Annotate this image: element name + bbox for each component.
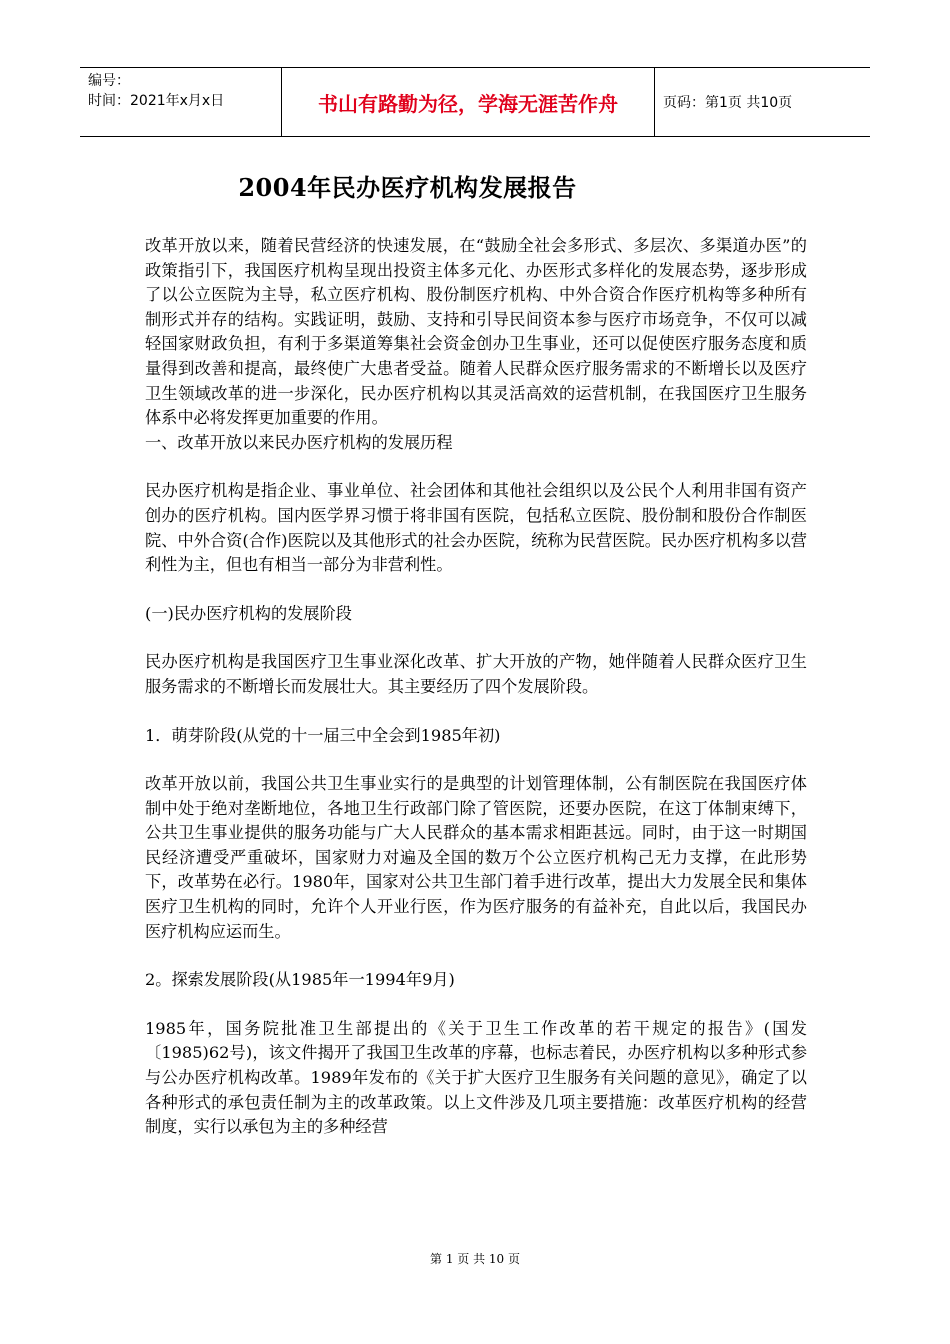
paragraph-stage-1: 改革开放以前，我国公共卫生事业实行的是典型的计划管理体制，公有制医院在我国医疗体制中处于绝对垄断地位，各地卫生行政部门除了管医院，还要办医院，在这丁体制束缚下，公共卫生事业提供的服务功能与广大人民群众的基本需求相距甚远。同时，由于这一时期国民经济遭受严重破坏，国家财力对遍及全国的数万个公立医疗机构己无力支撑，在此形势下，改革势在必行。1980年，国家对公共卫生部门着手进行改革，提出大力发展全民和集体医疗卫生机构的同时，允许个人开业行医，作为医疗服务的有益补充，自此以后，我国民办医疗机构应运而生。 xyxy=(145,774,807,941)
document-header xyxy=(80,67,870,137)
section-heading-1: 一、改革开放以来民办医疗机构的发展历程 xyxy=(145,432,453,452)
document-title: 2004年民办医疗机构发展报告 xyxy=(238,173,577,202)
header-time-label: 时间：2021年x月x日 xyxy=(88,93,225,109)
header-motto: 书山有路勤为径，学海无涯苦作舟 xyxy=(281,68,655,136)
document-body xyxy=(145,234,807,1140)
stage-heading-1: 1．萌芽阶段(从党的十一届三中全会到1985年初) xyxy=(145,725,501,745)
paragraph-definition: 民办医疗机构是指企业、事业单位、社会团体和其他社会组织以及公民个人利用非国有资产创办的医疗机构。国内医学界习惯于将非国有医院，包括私立医院、股份制和股份合作制医院、中外合资(合作)医院以及其他形式的社会办医院，统称为民营医院。民办医疗机构多以营利性为主，但也有相当一部分为非营利性。 xyxy=(145,481,807,575)
header-meta xyxy=(80,68,281,136)
page-footer: 第 1 页 共 10 页 xyxy=(430,1252,520,1266)
paragraph-intro: 改革开放以来，随着民营经济的快速发展，在“鼓励全社会多形式、多层次、多渠道办医”的政策指引下，我国医疗机构呈现出投资主体多元化、办医形式多样化的发展态势，逐步形成了以公立医院为主导，私立医疗机构、股份制医疗机构、中外合资合作医疗机构等多种所有制形式并存的结构。实践证明，鼓励、支持和引导民间资本参与医疗市场竞争，不仅可以减轻国家财政负担，有利于多渠道筹集社会资金创办卫生事业，还可以促使医疗服务态度和质量得到改善和提高，最终使广大患者受益。随着人民群众医疗服务需求的不断增长以及医疗卫生领域改革的进一步深化，民办医疗机构以其灵活高效的运营机制，在我国医疗卫生服务体系中必将发挥更加重要的作用。 xyxy=(145,236,807,428)
paragraph-stage-2: 1985年，国务院批准卫生部提出的《关于卫生工作改革的若干规定的报告》(国发〔1985)62号)，该文件揭开了我国卫生改革的序幕，也标志着民，办医疗机构以多种形式参与公办医疗机构改革。1989年发布的《关于扩大医疗卫生服务有关问题的意见》，确定了以各种形式的承包责任制为主的改革政策。以上文件涉及几项主要措施：改革医疗机构的经营制度，实行以承包为主的多种经营 xyxy=(145,1018,807,1137)
paragraph-stages: 民办医疗机构是我国医疗卫生事业深化改革、扩大开放的产物，她伴随着人民群众医疗卫生服务需求的不断增长而发展壮大。其主要经历了四个发展阶段。 xyxy=(145,652,807,696)
header-page-info: 页码：第1页 共10页 xyxy=(663,95,793,111)
stage-heading-2: 2。探索发展阶段(从1985年一1994年9月) xyxy=(145,970,455,990)
header-number-label: 编号： xyxy=(88,73,130,89)
subsection-heading-1: (一)民办医疗机构的发展阶段 xyxy=(145,603,352,623)
